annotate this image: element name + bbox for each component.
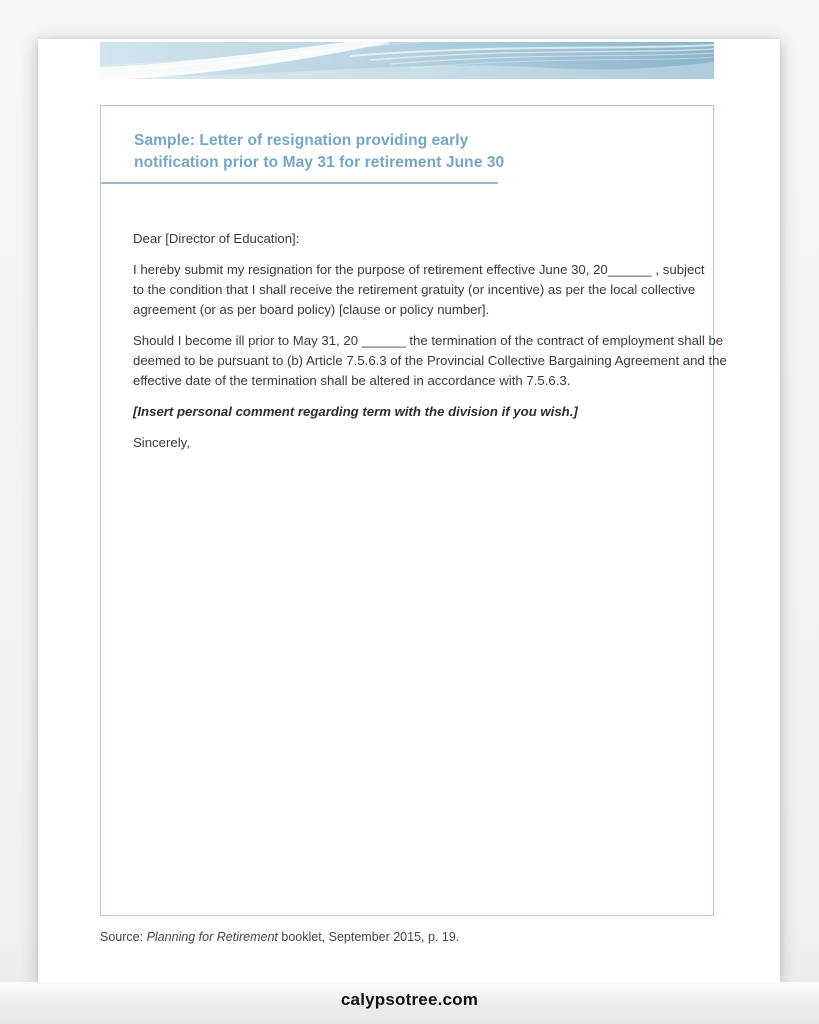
letter-body: [133, 229, 727, 453]
wave-graphic: [100, 42, 714, 79]
decorative-wave-banner: [100, 42, 714, 79]
paragraph-2-line-3: effective date of the termination shall be altered in accordance with 7.5.6.3.: [133, 373, 571, 388]
letter-paragraph-2: [133, 331, 727, 391]
paragraph-1-line-3: agreement (or as per board policy) [clause or policy number].: [133, 302, 490, 317]
source-booklet-title: Planning for Retirement: [146, 930, 278, 944]
letter-closing: Sincerely,: [133, 435, 190, 450]
document-sheet: [38, 39, 780, 982]
site-watermark: calypsotree.com: [340, 990, 479, 1009]
paragraph-1-line-2: to the condition that I shall receive the retirement gratuity (or incentive) as per the local collective: [133, 282, 696, 297]
paragraph-2-line-1: Should I become ill prior to May 31, 20 ______ the termination of the contract of employment shall be: [133, 333, 724, 348]
title-underline: [101, 182, 498, 184]
source-prefix: Source:: [100, 930, 147, 944]
footer-watermark-strip: [0, 982, 819, 1024]
source-citation: [100, 929, 459, 945]
letter-paragraph-1: [133, 260, 705, 320]
letter-salutation: Dear [Director of Education]:: [133, 231, 300, 246]
letter-personal-note: [Insert personal comment regarding term with the division if you wish.]: [133, 404, 578, 419]
paragraph-1-line-1: I hereby submit my resignation for the purpose of retirement effective June 30, 20______ , subject: [133, 262, 705, 277]
source-suffix: booklet, September 2015, p. 19.: [277, 930, 460, 944]
card-title-line2: notification prior to May 31 for retirement June 30: [134, 154, 505, 171]
paragraph-2-line-2: deemed to be pursuant to (b) Article 7.5.6.3 of the Provincial Collective Bargaining Agreement and the: [133, 353, 727, 368]
card-title: [134, 130, 680, 174]
card-title-line1: Sample: Letter of resignation providing early: [134, 132, 469, 149]
letter-sample-card: [100, 105, 727, 916]
